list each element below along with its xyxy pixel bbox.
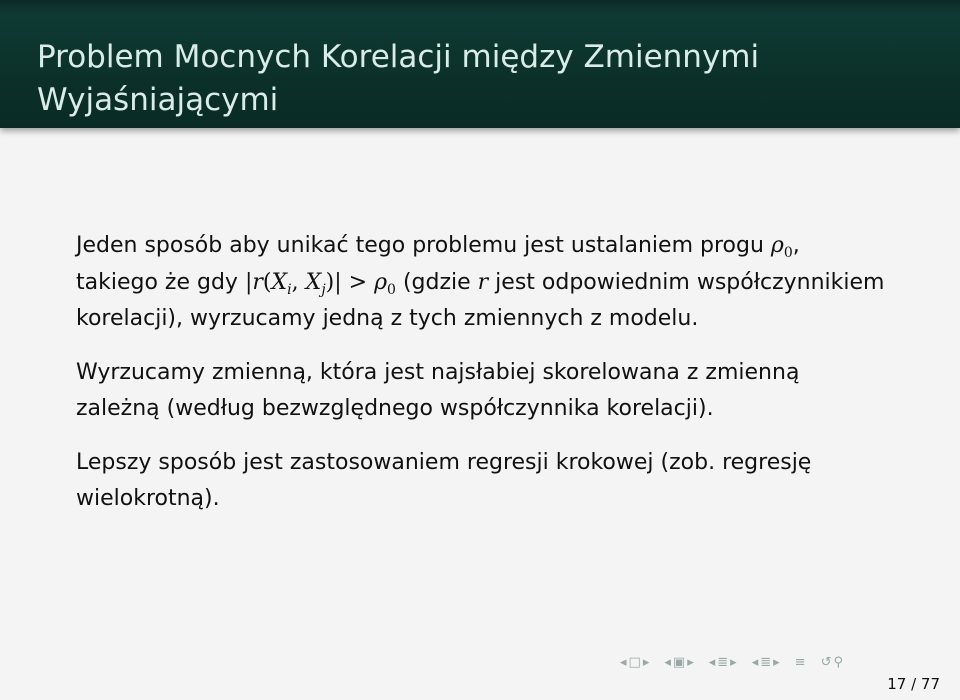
section-nav bbox=[709, 655, 737, 670]
math-r: r bbox=[252, 269, 263, 295]
slide-content bbox=[76, 228, 886, 535]
math-subscript: j bbox=[321, 281, 326, 298]
text-segment: jest odpowiednim współczynnikiem korelacji), wyrzucamy jedną z tych zmiennych z modelu. bbox=[76, 269, 885, 331]
frame-nav bbox=[620, 655, 649, 670]
subsection-list-icon[interactable]: ≣ bbox=[760, 654, 772, 670]
align-lines-icon[interactable]: ≡ bbox=[794, 654, 806, 670]
tools-nav bbox=[821, 655, 843, 670]
subsection-nav bbox=[664, 655, 693, 670]
subsection-box-icon[interactable]: ▣ bbox=[672, 654, 686, 670]
paragraph-drop-weakest: Wyrzucamy zmienną, która jest najsłabiej skorelowana z zmienną zależną (według bezwzględnego współczynnika korelacji). bbox=[76, 359, 800, 421]
math-abs-close: | bbox=[334, 269, 342, 295]
math-x: X bbox=[305, 269, 322, 295]
slide-title-line-2: Wyjaśniającymi bbox=[37, 82, 279, 118]
beamer-navigation bbox=[620, 652, 855, 672]
nav-right-arrow-icon[interactable]: ▸ bbox=[773, 654, 780, 670]
math-rho: ρ bbox=[374, 269, 388, 295]
math-x: X bbox=[271, 269, 288, 295]
math-abs-open: | bbox=[244, 269, 253, 295]
slide-title bbox=[37, 36, 927, 122]
nav-left-arrow-icon[interactable]: ◂ bbox=[708, 654, 716, 670]
text-segment: (gdzie bbox=[395, 269, 478, 295]
undo-loop-icon[interactable]: ↺ bbox=[820, 654, 832, 670]
top-strip bbox=[0, 0, 960, 14]
title-bar bbox=[0, 14, 960, 128]
math-subscript: 0 bbox=[387, 281, 396, 298]
paragraph-threshold bbox=[76, 228, 886, 338]
math-paren: ) bbox=[325, 269, 335, 295]
nav-left-arrow-icon[interactable]: ◂ bbox=[664, 654, 671, 670]
nav-right-arrow-icon[interactable]: ▸ bbox=[730, 654, 737, 670]
nav-right-arrow-icon[interactable]: ▸ bbox=[687, 654, 694, 670]
math-gt: > bbox=[341, 269, 375, 295]
math-subscript: 0 bbox=[783, 245, 793, 261]
search-glass-icon[interactable]: ⚲ bbox=[833, 654, 843, 670]
math-r: r bbox=[477, 269, 489, 295]
text-segment: Jeden sposób aby unikać tego problemu jest ustalaniem progu bbox=[76, 233, 771, 258]
math-paren: ( bbox=[262, 269, 272, 295]
text-segment: , takiego że gdy bbox=[76, 233, 800, 295]
frame-box-icon[interactable]: □ bbox=[628, 654, 641, 670]
page-number: 17 / 77 bbox=[887, 675, 940, 693]
slide-title-line-1: Problem Mocnych Korelacji między Zmiennymi bbox=[37, 39, 760, 75]
nav-left-arrow-icon[interactable]: ◂ bbox=[620, 654, 627, 670]
math-comma: , bbox=[291, 269, 306, 295]
subsection-list-nav bbox=[752, 655, 780, 670]
math-rho: ρ bbox=[770, 233, 784, 258]
paragraph-stepwise: Lepszy sposób jest zastosowaniem regresji krokowej (zob. regresję wielokrotną). bbox=[76, 449, 812, 511]
section-list-icon[interactable]: ≣ bbox=[717, 654, 729, 670]
nav-left-arrow-icon[interactable]: ◂ bbox=[751, 654, 759, 670]
misc-nav bbox=[795, 655, 806, 670]
nav-right-arrow-icon[interactable]: ▸ bbox=[642, 654, 650, 670]
math-subscript: i bbox=[287, 281, 292, 298]
